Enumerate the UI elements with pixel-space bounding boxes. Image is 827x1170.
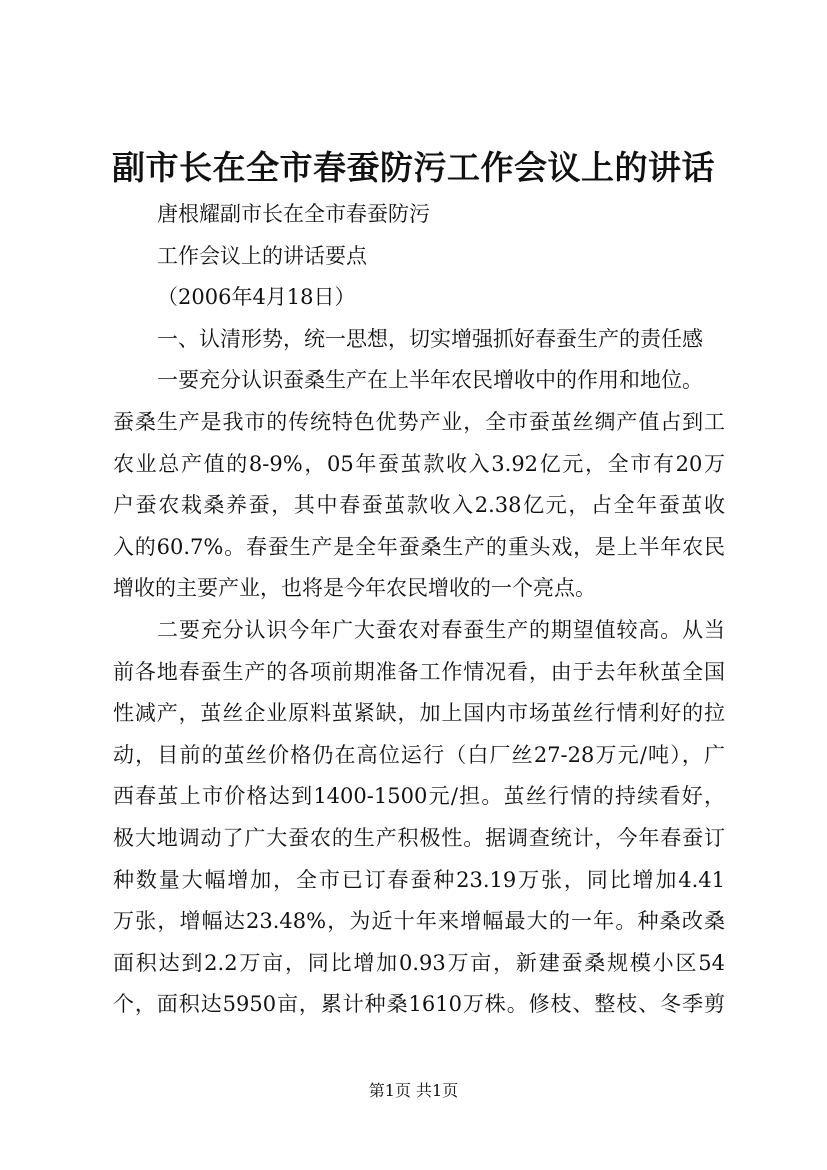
body-line: 西春茧上市价格达到1400-1500元/担。茧丝行情的持续看好，	[113, 784, 725, 809]
body-line: 户蚕农栽桑养蚕，其中春蚕茧款收入2.38亿元，占全年蚕茧收	[113, 493, 725, 518]
body-line: 二要充分认识今年广大蚕农对春蚕生产的期望值较高。从当	[157, 617, 725, 642]
body-line: 前各地春蚕生产的各项前期准备工作情况看，由于去年秋茧全国	[113, 659, 725, 684]
body-line: 种数量大幅增加，全市已订春蚕种23.19万张，同比增加4.41	[113, 867, 725, 892]
body-line: 入的60.7%。春蚕生产是全年蚕桑生产的重头戏，是上半年农民	[113, 534, 725, 559]
body-line: （2006年4月18日）	[157, 285, 356, 310]
body-line: 农业总产值的8-9%，05年蚕茧款收入3.92亿元，全市有20万	[113, 451, 725, 476]
body-line: 万张，增幅达23.48%，为近十年来增幅最大的一年。种桑改桑	[113, 909, 725, 934]
body-line: 面积达到2.2万亩，同比增加0.93万亩，新建蚕桑规模小区54	[113, 950, 725, 975]
body-line: 动，目前的茧丝价格仍在高位运行（白厂丝27-28万元/吨），广	[113, 742, 725, 767]
body-line: 工作会议上的讲话要点	[157, 243, 367, 268]
document-body	[113, 194, 725, 1026]
body-line: 蚕桑生产是我市的传统特色优势产业，全市蚕茧丝绸产值占到工	[113, 409, 725, 434]
body-line: 一、认清形势，统一思想，切实增强抓好春蚕生产的责任感	[157, 326, 703, 351]
body-line: 一要充分认识蚕桑生产在上半年农民增收中的作用和地位。	[157, 368, 703, 393]
body-line: 性减产，茧丝企业原料茧紧缺，加上国内市场茧丝行情利好的拉	[113, 701, 725, 726]
body-line: 唐根耀副市长在全市春蚕防污	[157, 202, 430, 226]
body-line: 个，面积达5950亩，累计种桑1610万株。修枝、整枝、冬季剪	[113, 992, 725, 1017]
document-title: 副市长在全市春蚕防污工作会议上的讲话	[112, 148, 715, 187]
page-footer: 第1页 共1页	[368, 1081, 459, 1100]
body-line: 极大地调动了广大蚕农的生产积极性。据调查统计，今年春蚕订	[113, 825, 725, 850]
body-line: 增收的主要产业，也将是今年农民增收的一个亮点。	[113, 576, 596, 601]
